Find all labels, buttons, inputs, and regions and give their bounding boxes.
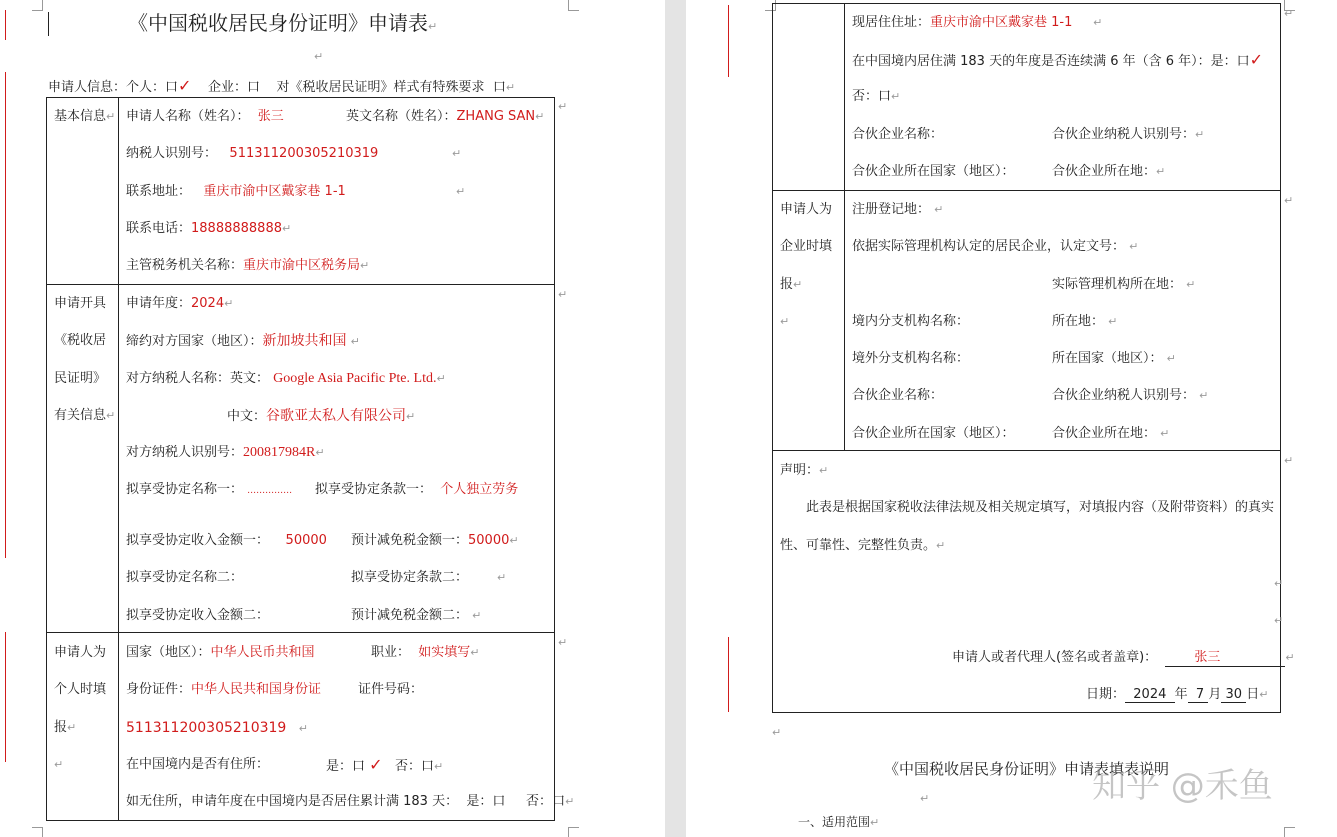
residence-question: 在中国境内是否有住所： <box>126 757 270 772</box>
crop-mark <box>32 0 43 11</box>
registration-field: 注册登记地： ↵ <box>852 202 944 217</box>
treaty-income-1-field: 拟享受协定收入金额一： 50000 <box>126 533 327 548</box>
section-label-enterprise-2: 企业时填 <box>780 239 833 254</box>
taxpayer-id-field: 纳税人识别号： 511311200305210319 <box>126 146 379 161</box>
form-title: 《中国税收居民身份证明》申请表↵ <box>128 11 438 35</box>
treaty-income-2-field: 拟享受协定收入金额二： <box>126 608 270 623</box>
partner-country-field: 合伙企业所在国家（地区）： <box>852 164 1015 179</box>
domestic-branch-location-field: 所在地： ↵ <box>1052 314 1118 329</box>
current-address-field: 现居住住址：重庆市渝中区戴家巷 1-1 ↵ <box>852 15 1103 30</box>
section-label-personal-2: 个人时填 <box>54 682 107 697</box>
row-divider <box>46 632 555 633</box>
crop-mark <box>568 0 579 11</box>
paragraph-mark: ↵ <box>772 726 782 739</box>
revision-bar <box>728 637 729 712</box>
application-table-continued <box>772 3 1284 713</box>
personal-country-field: 国家（地区）：中华人民币共和国 <box>126 645 315 660</box>
declaration-text-line-2: 性、可靠性、完整性负责。↵ <box>780 538 946 553</box>
row-mark: ↵ <box>558 288 568 301</box>
tax-exemption-1-field: 预计减免税金额一：50000↵ <box>351 533 519 548</box>
row-mark: ↵ <box>1284 194 1294 207</box>
signature-field: 申请人或者代理人(签名或者盖章)： 张三 ↵ <box>952 650 1295 665</box>
special-format-checkbox[interactable]: 口 <box>492 80 506 95</box>
page-gap <box>665 0 686 837</box>
residence-answer: 是：口 ✓ 否：口↵ <box>326 755 444 774</box>
treaty-clause-1-field: 拟享受协定条款一： 个人独立劳务 <box>315 482 519 497</box>
paragraph-mark: ↵ <box>456 185 466 198</box>
check-mark-icon: ✓ <box>369 755 383 774</box>
paragraph-mark: ↵ <box>1274 614 1284 627</box>
application-year-field: 申请年度：2024↵ <box>126 296 234 311</box>
contact-phone-field: 联系电话：18888888888↵ <box>126 221 292 236</box>
counterparty-name-cn-field: 中文：谷歌亚太私人有限公司↵ <box>227 408 416 424</box>
paragraph-mark: ↵ <box>314 50 324 63</box>
domestic-branch-field: 境内分支机构名称： <box>852 314 970 329</box>
revision-bar <box>5 10 6 40</box>
management-location-field: 实际管理机构所在地： ↵ <box>1052 277 1196 292</box>
id-document-field: 身份证件：中华人民共和国身份证 <box>126 682 322 697</box>
treaty-country-field: 缔约对方国家（地区）：新加坡共和国 ↵ <box>126 333 360 349</box>
date-month[interactable]: 7 <box>1195 687 1205 702</box>
enterprise-partner-name-field: 合伙企业名称： <box>852 388 944 403</box>
183-days-no-checkbox[interactable]: 口 <box>552 794 566 809</box>
date-year[interactable]: 2024 <box>1133 687 1167 702</box>
english-name-field: 英文名称（姓名）：ZHANG SAN↵ <box>346 109 545 124</box>
revision-bar <box>728 5 729 77</box>
applicant-name-field: 申请人名称（姓名）： 张三 <box>126 109 284 124</box>
paragraph-mark: ↵ <box>780 315 790 328</box>
six-year-yes-checkbox[interactable]: 口 <box>1236 54 1250 69</box>
id-number-value: 511311200305210319 ↵ <box>126 720 308 736</box>
section-label-enterprise-1: 申请人为 <box>780 202 833 217</box>
row-divider <box>46 284 555 285</box>
section-label-cert-1: 申请开具 <box>54 296 107 311</box>
partner-location-field: 合伙企业所在地：↵ <box>1052 164 1166 179</box>
foreign-branch-field: 境外分支机构名称： <box>852 351 970 366</box>
signature-value[interactable]: 张三 <box>1194 650 1221 665</box>
date-field: 日期： 2024 年 7 月 30 日↵ <box>1086 687 1269 702</box>
six-year-no: 否：口↵ <box>852 89 901 104</box>
crop-mark <box>32 827 43 837</box>
section-label-personal-1: 申请人为 <box>54 645 107 660</box>
crop-mark <box>1284 827 1295 837</box>
row-divider <box>772 190 1281 191</box>
tax-exemption-2-field: 预计减免税金额二： ↵ <box>351 608 482 623</box>
watermark: 知乎 @禾鱼 <box>1092 766 1273 806</box>
section-label-cert-4: 有关信息↵ <box>54 408 116 423</box>
enterprise-partner-country-field: 合伙企业所在国家（地区）： <box>852 426 1015 441</box>
paragraph-mark: ↵ <box>1274 577 1284 590</box>
counterparty-name-en-field: 对方纳税人名称：英文： Google Asia Pacific Pte. Ltd.↵ <box>126 371 446 386</box>
section-label-enterprise-3: 报↵ <box>780 277 803 292</box>
section-label-cert-2: 《税收居 <box>54 333 107 348</box>
enterprise-checkbox[interactable]: 口 <box>247 80 261 95</box>
column-divider <box>118 97 119 821</box>
row-mark: ↵ <box>558 636 568 649</box>
instructions-section-1: 一、适用范围↵ <box>798 815 880 829</box>
applicant-type-line: 申请人信息：个人：口✓ 企业：口 对《税收居民证明》样式有特殊要求 口↵ <box>48 76 516 95</box>
column-divider <box>844 3 845 450</box>
partner-taxid-field: 合伙企业纳税人识别号：↵ <box>1052 127 1205 142</box>
revision-bar <box>5 632 6 762</box>
residence-yes-checkbox[interactable]: 口 <box>352 759 366 774</box>
six-year-question: 在中国境内居住满 183 天的年度是否连续满 6 年（含 6 年）：是：口✓ <box>852 50 1264 69</box>
document-page-right <box>686 0 1337 837</box>
revision-bar <box>5 72 6 558</box>
resident-enterprise-field: 依据实际管理机构认定的居民企业，认定文号： ↵ <box>852 239 1139 254</box>
instructions-title: 《中国税收居民身份证明》申请表填表说明 <box>884 760 1170 778</box>
treaty-name-2-field: 拟享受协定名称二： <box>126 570 244 585</box>
section-label-personal-3: 报↵ <box>54 720 77 735</box>
personal-checkbox[interactable]: 口 <box>165 80 179 95</box>
enterprise-partner-location-field: 合伙企业所在地： ↵ <box>1052 426 1170 441</box>
check-mark-icon: ✓ <box>1249 50 1264 69</box>
paragraph-mark: ↵ <box>54 758 64 771</box>
183-days-yes-checkbox[interactable]: 口 <box>492 794 506 809</box>
paragraph-mark: ↵ <box>920 792 930 805</box>
row-mark: ↵ <box>1284 454 1294 467</box>
id-number-label: 证件号码： <box>358 682 424 697</box>
section-label-cert-3: 民证明》 <box>54 371 107 386</box>
document-page-left <box>0 0 665 837</box>
row-divider <box>772 450 1281 451</box>
no-residence-question: 如无住所，申请年度在中国境内是否居住累计满 183 天： 是：口 否：口↵ <box>126 794 575 809</box>
residence-no-checkbox[interactable]: 口 <box>421 759 435 774</box>
enterprise-partner-taxid-field: 合伙企业纳税人识别号： ↵ <box>1052 388 1209 403</box>
foreign-branch-country-field: 所在国家（地区）： ↵ <box>1052 351 1176 366</box>
declaration-label: 声明：↵ <box>780 463 829 478</box>
paragraph-mark: ↵ <box>452 147 462 160</box>
tax-authority-field: 主管税务机关名称：重庆市渝中区税务局↵ <box>126 258 370 273</box>
row-mark: ↵ <box>558 100 568 113</box>
occupation-field: 职业： 如实填写↵ <box>371 645 480 660</box>
partner-name-field: 合伙企业名称： <box>852 127 944 142</box>
crop-mark <box>568 827 579 837</box>
row-mark: ↵ <box>1284 7 1294 20</box>
counterparty-taxid-field: 对方纳税人识别号：200817984R↵ <box>126 445 325 460</box>
treaty-clause-2-field: 拟享受协定条款二： ↵ <box>351 570 507 585</box>
contact-address-field: 联系地址： 重庆市渝中区戴家巷 1-1 <box>126 184 346 199</box>
section-label-basic: 基本信息↵ <box>54 109 116 124</box>
date-day[interactable]: 30 <box>1225 687 1243 702</box>
treaty-name-1-field: 拟享受协定名称一： …………… <box>126 482 293 497</box>
declaration-text-line-1: 此表是根据国家税收法律法规及相关规定填写，对填报内容（及附带资料）的真实 <box>806 500 1275 515</box>
text-cursor <box>48 12 49 36</box>
check-mark-icon: ✓ <box>178 76 192 95</box>
six-year-no-checkbox[interactable]: 口 <box>878 89 892 104</box>
